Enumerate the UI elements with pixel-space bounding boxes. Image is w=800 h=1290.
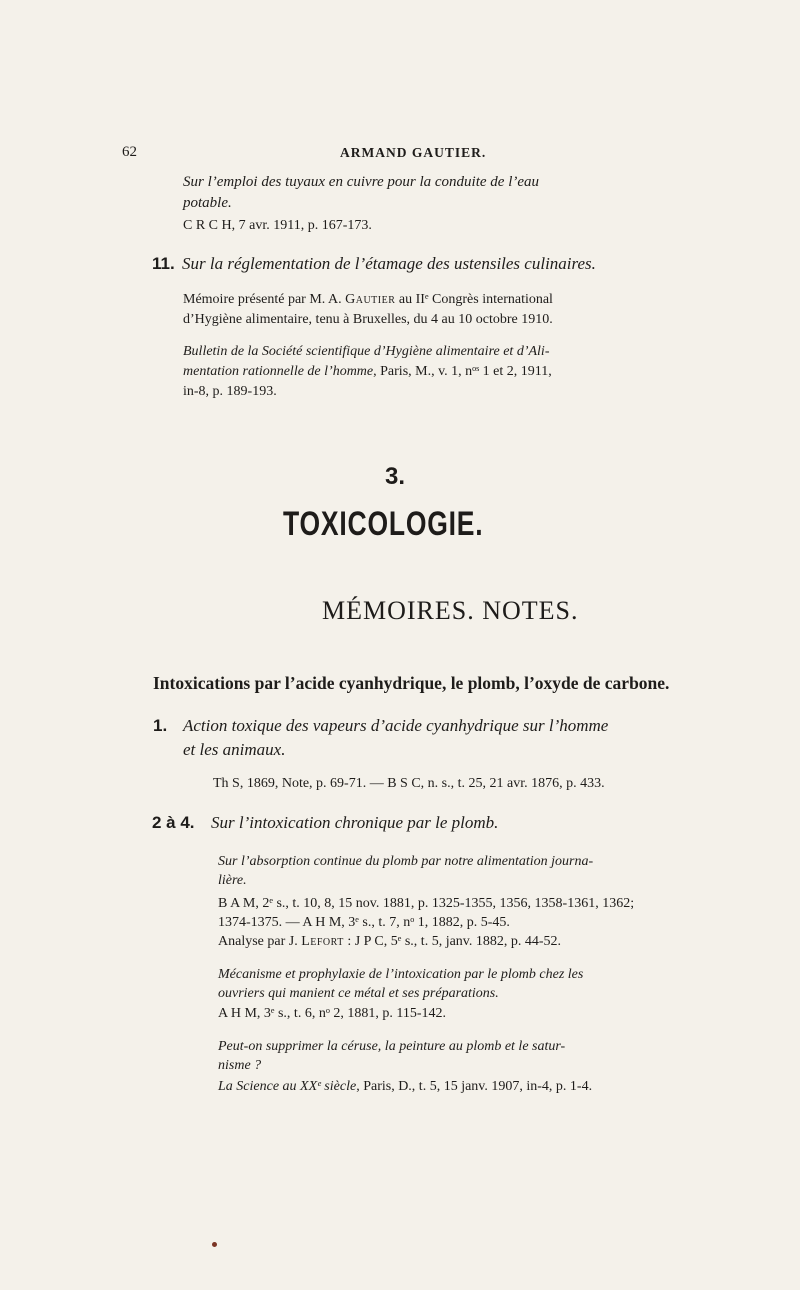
title-cyanhydrique-line1: Action toxique des vapeurs d’acide cyanhydrique sur l’homme [183,716,609,735]
section-subtitle: MÉMOIRES. NOTES. [322,596,579,625]
sub-ceruse-line1: Peut-on supprimer la céruse, la peinture au plomb et le satur- [218,1039,566,1054]
bulletin-line1: Bulletin de la Société scientifique d’Hygiène alimentaire et d’Ali- [183,344,550,359]
running-head: ARMAND GAUTIER. [340,145,487,160]
bulletin-line3: in-8, p. 189-193. [183,384,277,399]
title-plomb: Sur l’intoxication chronique par le plomb. [211,813,499,832]
ref-absorption-line3: Analyse par J. Lefort : J P C, 5ᵉ s., t. 5, janv. 1882, p. 44-52. [218,934,562,949]
page-number: 62 [122,144,137,160]
item-number-1: 1. [153,716,168,735]
ref-cyanhydrique: Th S, 1869, Note, p. 69-71. — B S C, n. s., t. 25, 21 avr. 1876, p. 433. [213,776,605,791]
bulletin-line2: mentation rationnelle de l’homme, Paris, M., v. 1, nᵒˢ 1 et 2, 1911, [183,364,552,379]
sub-mecanisme-line1: Mécanisme et prophylaxie de l’intoxication par le plomb chez les [218,967,584,982]
ink-spot [212,1242,217,1247]
ref-absorption-line2: 1374-1375. — A H M, 3ᵉ s., t. 7, nᵒ 1, 1882, p. 5-45. [218,915,510,930]
sub-mecanisme-line2: ouvriers qui manient ce métal et ses préparations. [218,986,499,1001]
item-number-11: 11. [152,254,175,273]
section-heading: Intoxications par l’acide cyanhydrique, le plomb, l’oxyde de carbone. [153,673,670,693]
sub-absorption-line2: lière. [218,873,247,888]
title-tuyaux-line1: Sur l’emploi des tuyaux en cuivre pour la conduite de l’eau [183,174,540,190]
sub-absorption-line1: Sur l’absorption continue du plomb par notre alimentation journa- [218,854,594,869]
ref-mecanisme: A H M, 3ᵉ s., t. 6, nᵒ 2, 1881, p. 115-142. [218,1006,446,1021]
section-number: 3. [385,463,406,490]
item-number-2-4: 2 à 4. [152,813,195,832]
ref-absorption-line1: B A M, 2ᵉ s., t. 10, 8, 15 nov. 1881, p. 1325-1355, 1356, 1358-1361, 1362; [218,896,635,911]
memo-line2: d’Hygiène alimentaire, tenu à Bruxelles, du 4 au 10 octobre 1910. [183,312,553,327]
memo-line1: Mémoire présenté par M. A. Gautier au IIᵉ Congrès international [183,292,553,307]
title-etamage: Sur la réglementation de l’étamage des ustensiles culinaires. [182,254,596,273]
title-tuyaux-line2: potable. [183,195,232,211]
section-title: TOXICOLOGIE. [283,505,484,543]
ref-tuyaux: C R C H, 7 avr. 1911, p. 167-173. [183,218,372,233]
ref-ceruse: La Science au XXᵉ siècle, Paris, D., t. 5, 15 janv. 1907, in-4, p. 1-4. [218,1079,593,1094]
sub-ceruse-line2: nisme ? [218,1058,262,1073]
title-cyanhydrique-line2: et les animaux. [183,740,286,759]
